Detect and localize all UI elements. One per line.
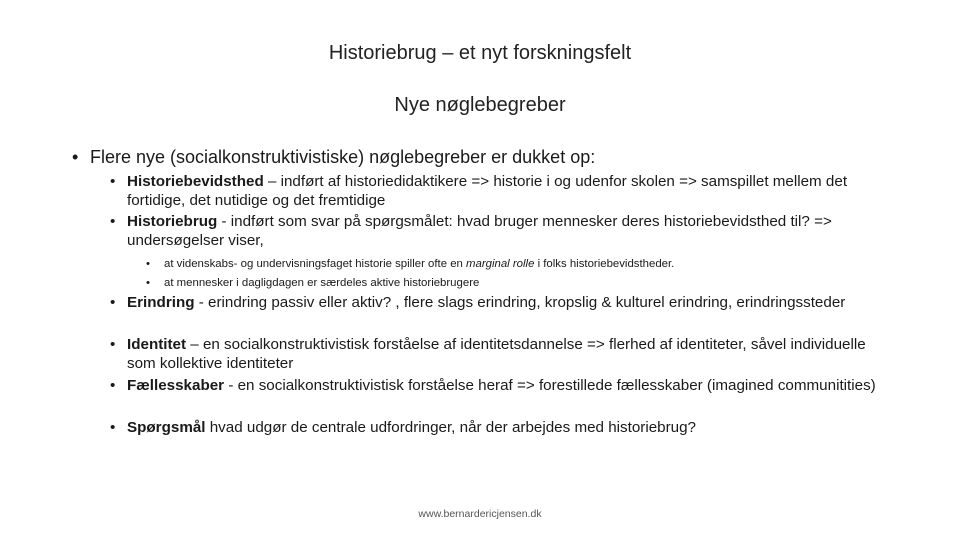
sub-text: i folks historiebevidstheder.	[534, 258, 675, 270]
bullet-icon: •	[110, 294, 116, 311]
bullet-icon: •	[146, 277, 150, 289]
bullet-icon: •	[110, 213, 116, 230]
sub-text: at videnskabs- og undervisningsfaget historie spiller ofte en	[164, 258, 467, 270]
list-item-historiebevidsthed	[110, 173, 880, 210]
term: Erindring	[127, 294, 195, 311]
bullet-icon: •	[72, 147, 79, 167]
bullet-icon: •	[110, 419, 116, 436]
term: Identitet	[127, 336, 187, 353]
description: - erindring passiv eller aktiv? , flere slags erindring, kropslig & kulturel erindring, erindringssteder	[194, 294, 846, 311]
description: – indført af historiedidaktikere => historie i og udenfor skolen => samspillet mellem det fortidige, det nutidige og det fremtidige	[127, 173, 848, 209]
list-item-identitet	[110, 336, 880, 373]
main-bullet-text: Flere nye (socialkonstruktivistiske) nøglebegreber er dukket op:	[90, 147, 596, 167]
bullet-icon: •	[110, 377, 116, 394]
term: Spørgsmål	[127, 419, 206, 436]
bullet-icon: •	[146, 258, 150, 270]
list-item-spoergsmaal	[110, 419, 880, 438]
footer-url: www.bernardericjensen.dk	[418, 508, 542, 520]
main-bullet	[72, 146, 932, 168]
bullet-icon: •	[110, 173, 116, 190]
description: - en socialkonstruktivistisk forståelse heraf => forestillede fællesskaber (imagined communitities)	[224, 377, 876, 394]
description: hvad udgør de centrale udfordringer, når der arbejdes med historiebrug?	[205, 419, 697, 436]
slide-subtitle: Nye nøglebegreber	[394, 94, 566, 116]
term: Historiebrug	[127, 213, 218, 230]
slide-title: Historiebrug – et nyt forskningsfelt	[328, 42, 632, 64]
sub-emphasis: marginal rolle	[466, 258, 535, 270]
bullet-icon: •	[110, 336, 116, 353]
sub-item	[146, 276, 906, 290]
sub-text: at mennesker i dagligdagen er særdeles aktive historiebrugere	[164, 277, 480, 289]
description: - indført som svar på spørgsmålet: hvad bruger mennesker deres historiebevidsthed til? => undersøgelser viser,	[127, 213, 832, 249]
list-item-erindring	[110, 294, 880, 313]
list-item-faellesskaber	[110, 377, 880, 396]
sub-item	[146, 257, 906, 271]
term: Historiebevidsthed	[127, 173, 264, 190]
list-item-historiebrug	[110, 213, 880, 250]
description: – en socialkonstruktivistisk forståelse af identitetsdannelse => flerhed af identiteter, såvel individuelle som kollektive identiteter	[127, 336, 866, 372]
term: Fællesskaber	[127, 377, 225, 394]
